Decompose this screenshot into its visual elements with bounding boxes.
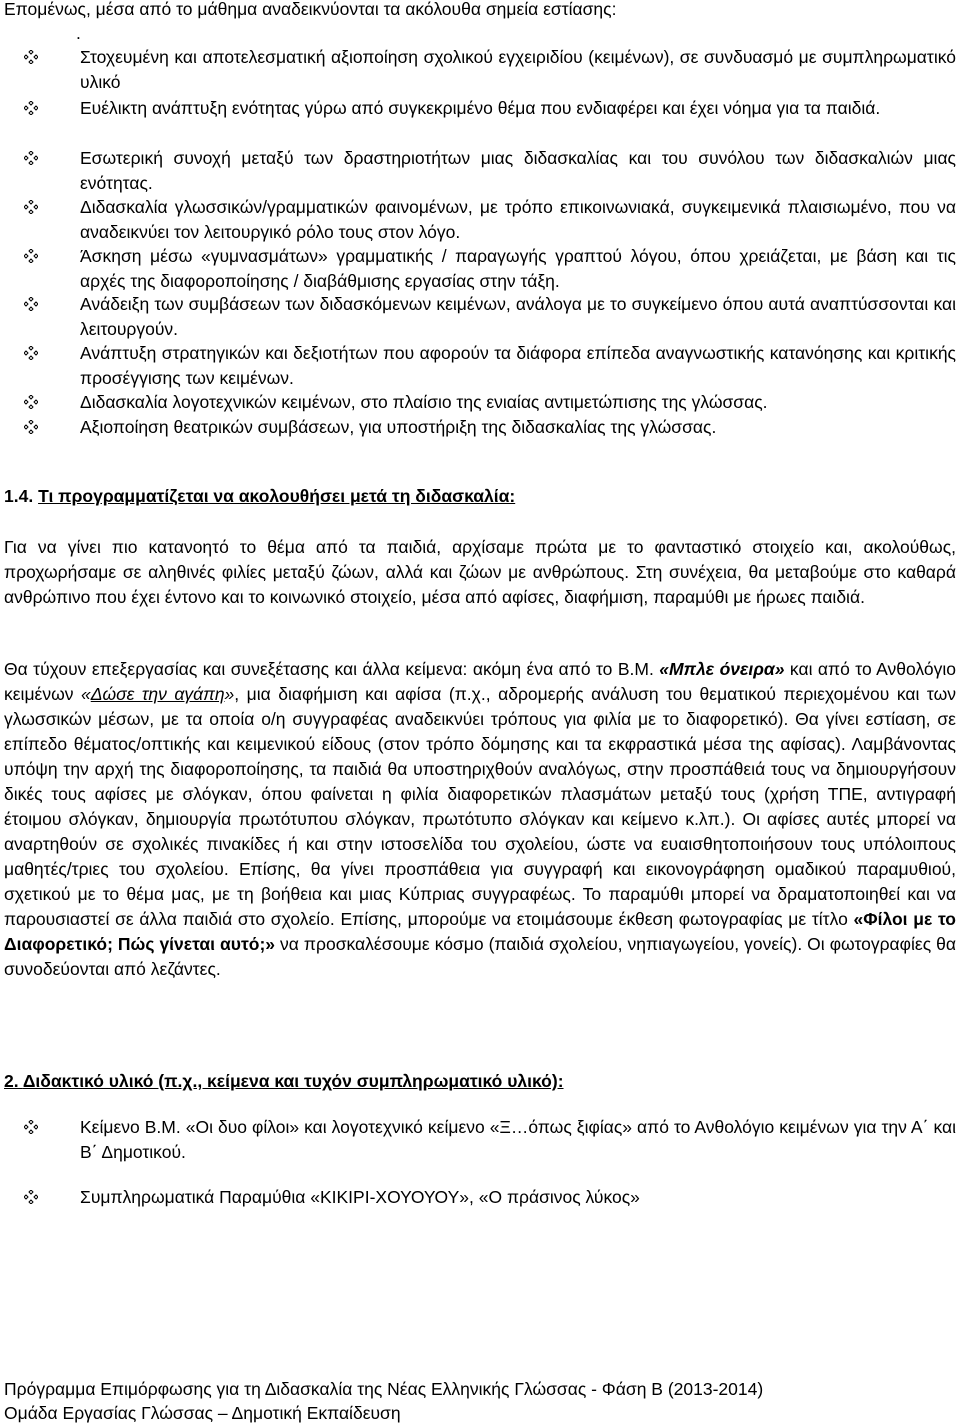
page-footer xyxy=(4,1377,954,1425)
diamond-dots-icon xyxy=(24,195,46,220)
section-number: 1.4. xyxy=(4,486,34,506)
footer-line-1: Πρόγραμμα Επιμόρφωσης για τη Διδασκαλία της Νέας Ελληνικής Γλώσσας - Φάση Β (2013-2014) xyxy=(4,1379,764,1399)
list-item: Στοχευμένη και αποτελεσματική αξιοποίηση σχολικού εγχειριδίου (κειμένων), σε συνδυασμό με συμπληρωματικό υλικό xyxy=(24,45,956,95)
diamond-dots-icon xyxy=(24,244,46,269)
list-item: Αξιοποίηση θεατρικών συμβάσεων, για υποστήριξη της διδασκαλίας της γλώσσας. xyxy=(24,415,956,440)
section-1-4-paragraph-1: Για να γίνει πιο κατανοητό το θέμα από τα παιδιά, αρχίσαμε πρώτα με το φανταστικό στοιχείο και, ακολούθως, προχωρήσαμε σε αληθινές φιλίες μεταξύ ζώων, αλλά και ζώων με ανθρώπους. Στη συνέχεια, θα μεταβούμε στο καθαρά ανθρώπινο που έχει έντονο και το κοινωνικό στοιχείο, μέσα από αφίσες, διαφήμιση, παραμύθι με ήρωες παιδιά. xyxy=(4,537,956,607)
diamond-dots-icon xyxy=(24,341,46,366)
diamond-dots-icon xyxy=(24,1115,46,1140)
list-item: Ανάπτυξη στρατηγικών και δεξιοτήτων που αφορούν τα διάφορα επίπεδα αναγνωστικής κατανόησης και κριτικής προσέγγισης των κειμένων. xyxy=(24,341,956,391)
book-title-blue-dreams: «Μπλε όνειρα» xyxy=(659,659,785,679)
section-1-4-heading xyxy=(4,484,944,509)
diamond-dots-icon xyxy=(24,96,46,121)
diamond-dots-icon xyxy=(24,415,46,440)
intro-heading: Επομένως, μέσα από το μάθημα αναδεικνύονται τα ακόλουθα σημεία εστίασης: xyxy=(4,0,617,19)
list-item: Συμπληρωματικά Παραμύθια «ΚΙΚΙΡΙ-ΧΟΥΟΥΟΥ», «Ο πράσινος λύκος» xyxy=(24,1185,956,1210)
list-item: Διδασκαλία λογοτεχνικών κειμένων, στο πλαίσιο της ενιαίας αντιμετώπισης της γλώσσας. xyxy=(24,390,956,415)
list-item: Άσκηση μέσω «γυμνασμάτων» γραμματικής / παραγωγής γραπτού λόγου, όπου χρειάζεται, με βάση και τις αρχές της διαφοροποίησης / διαβάθμισης εργασίας στην τάξη. xyxy=(24,244,956,294)
section-title: Διδακτικό υλικό (π.χ., κείμενα και τυχόν συμπληρωματικό υλικό): xyxy=(22,1071,564,1091)
section-title: Τι προγραμματίζεται να ακολουθήσει μετά τη διδασκαλία: xyxy=(38,486,516,506)
diamond-dots-icon xyxy=(24,146,46,171)
list-item: Ανάδειξη των συμβάσεων των διδασκόμενων κειμένων, ανάλογα με το συγκείμενο όπου αυτά αναπτύσσονται και λειτουργούν. xyxy=(24,292,956,342)
list-item: Ευέλικτη ανάπτυξη ενότητας γύρω από συγκεκριμένο θέμα που ενδιαφέρει και έχει νόημα για τα παιδιά. xyxy=(24,96,956,121)
list-item: Διδασκαλία γλωσσικών/γραμματικών φαινομένων, με τρόπο επικοινωνιακά, συγκειμενικά πλαισιωμένο, που να αναδεικνύει τον λειτουργικό ρόλο τους στον λόγο. xyxy=(24,195,956,245)
footer-line-2: Ομάδα Εργασίας Γλώσσας – Δημοτική Εκπαίδευση xyxy=(4,1403,401,1423)
anthology-title: «Δώσε την αγάπη» xyxy=(81,684,235,704)
section-2-heading xyxy=(4,1069,944,1094)
diamond-dots-icon xyxy=(24,390,46,415)
exhibition-title: «Φίλοι με το Διαφορετικό; Πώς γίνεται αυτό;» xyxy=(4,909,956,954)
diamond-dots-icon xyxy=(24,1185,46,1210)
diamond-dots-icon xyxy=(24,292,46,317)
stray-dot: . xyxy=(76,23,81,43)
section-1-4-paragraph-2: Θα τύχουν επεξεργασίας και συνεξέτασης και άλλα κείμενα: ακόμη ένα από το Β.Μ. «Μπλε όνειρα» και από το Ανθολόγιο κειμένων «Δώσε την αγάπη», μια διαφήμιση και αφίσα (π.χ., αδρομερής ανάλυση του θεματικού περιεχομένου και των γλωσσικών μέσων, με τα οποία ο/η συγγραφέας αναδεικνύει τρόπους για φιλία με το διαφορετικό). Θα γίνει εστίαση, σε επίπεδο θέματος/οπτικής και κειμενικού είδους (στον τρόπο δόμησης και τα εκφραστικά μέσα της αφίσας). Λαμβάνοντας υπόψη την αρχή της διαφοροποίησης, τα παιδιά θα υποστηριχθούν αναλόγως, στην προσπάθειά τους να δημιουργήσουν δικές τους αφίσες με σλόγκαν, όπου φαίνεται η φιλία διαφορετικών πλασμάτων μεταξύ τους (χρήση ΤΠΕ, αντιγραφή έτοιμου σλόγκαν, δημιουργία πρωτότυπου σλόγκαν, πρωτότυπο σλόγκαν και κείμενο κ.λπ.). Οι αφίσες αυτές μπορεί να αναρτηθούν σε σχολικές πινακίδες ή και στην ιστοσελίδα του σχολείου, ώστε να ευαισθητοποιήσουν τους υπόλοιπους μαθητές/τριες του σχολείου. Επίσης, θα γίνει προσπάθεια για συγγραφή και εικονογράφηση ομαδικού παραμυθιού, σχετικού με το θέμα μας, με τη βοήθεια και μιας Κύπριας συγγραφέως. Το παραμύθι μπορεί να δραματοποιηθεί και να παρουσιαστεί σε άλλα παιδιά στο σχολείο. Επίσης, μπορούμε να ετοιμάσουμε έκθεση φωτογραφίας με τίτλο «Φίλοι με το Διαφορετικό; Πώς γίνεται αυτό;» να προσκαλέσουμε κόσμο (παιδιά σχολείου, νηπιαγωγείου, γονείς). Οι φωτογραφίες θα συνοδεύονται από λεζάντες. xyxy=(4,659,957,979)
list-item: Εσωτερική συνοχή μεταξύ των δραστηριοτήτων μιας διδασκαλίας και του συνόλου των διδασκαλιών μιας ενότητας. xyxy=(24,146,956,196)
diamond-dots-icon xyxy=(24,45,46,70)
list-item: Κείμενο Β.Μ. «Οι δυο φίλοι» και λογοτεχνικό κείμενο «Ξ…όπως ξιφίας» από το Ανθολόγιο κειμένων για την Α΄ και Β΄ Δημοτικού. xyxy=(24,1115,956,1165)
section-number: 2. xyxy=(4,1071,23,1091)
